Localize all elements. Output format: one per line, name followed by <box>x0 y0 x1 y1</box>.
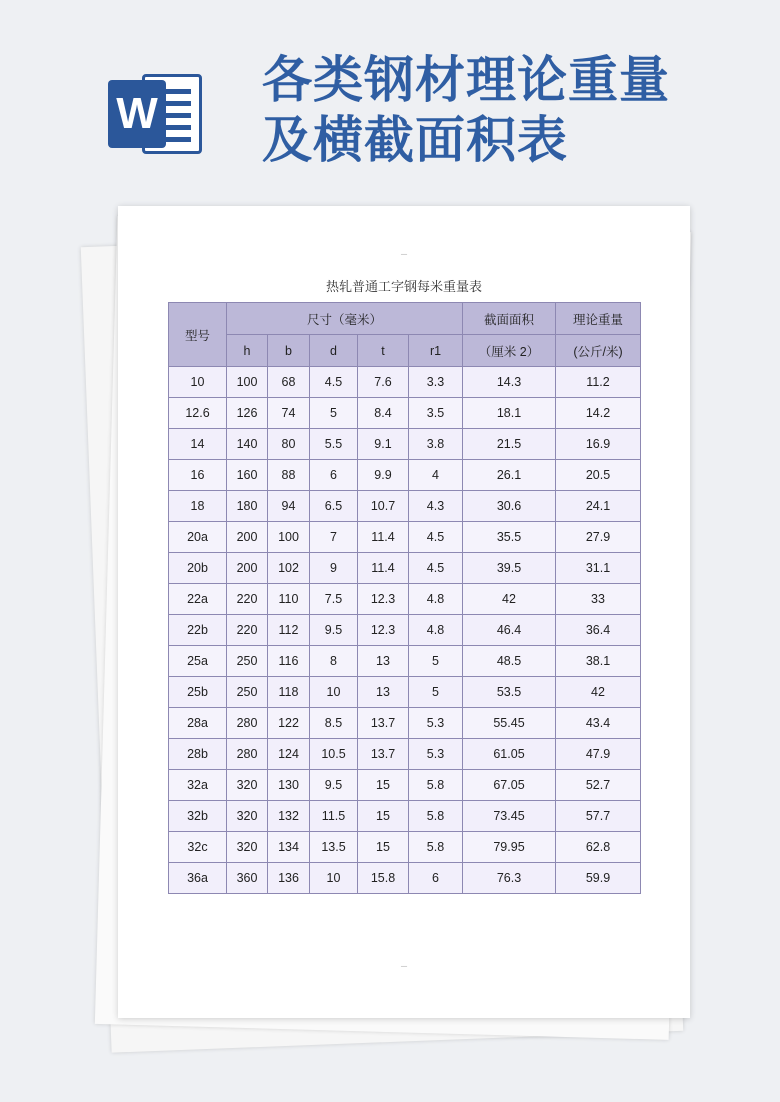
cell-model: 32c <box>169 832 227 863</box>
cell-h: 140 <box>227 429 268 460</box>
cell-r1: 4.5 <box>409 553 463 584</box>
cell-h: 200 <box>227 553 268 584</box>
cell-d: 10.5 <box>310 739 358 770</box>
cell-weight: 43.4 <box>556 708 641 739</box>
cell-weight: 47.9 <box>556 739 641 770</box>
cell-d: 9.5 <box>310 770 358 801</box>
cell-t: 12.3 <box>358 584 409 615</box>
cell-r1: 5.3 <box>409 739 463 770</box>
cell-r1: 5.8 <box>409 801 463 832</box>
header-r1: r1 <box>409 335 463 367</box>
cell-area: 48.5 <box>463 646 556 677</box>
cell-h: 360 <box>227 863 268 894</box>
cell-h: 100 <box>227 367 268 398</box>
cell-model: 22b <box>169 615 227 646</box>
cell-t: 10.7 <box>358 491 409 522</box>
cell-area: 21.5 <box>463 429 556 460</box>
cell-model: 22a <box>169 584 227 615</box>
table-row <box>169 770 641 801</box>
cell-d: 13.5 <box>310 832 358 863</box>
cell-h: 320 <box>227 770 268 801</box>
cell-h: 220 <box>227 615 268 646</box>
cell-weight: 16.9 <box>556 429 641 460</box>
cell-t: 8.4 <box>358 398 409 429</box>
table-caption: 热轧普通工字钢每米重量表 <box>325 280 482 295</box>
cell-h: 180 <box>227 491 268 522</box>
cell-d: 10 <box>310 863 358 894</box>
cell-weight: 31.1 <box>556 553 641 584</box>
cell-weight: 27.9 <box>556 522 641 553</box>
cell-b: 102 <box>268 553 310 584</box>
cell-b: 124 <box>268 739 310 770</box>
page-header-mark: ━━ <box>400 252 408 258</box>
header-size-group: 尺寸（毫米） <box>227 303 463 335</box>
cell-model: 20a <box>169 522 227 553</box>
cell-model: 14 <box>169 429 227 460</box>
cell-area: 53.5 <box>463 677 556 708</box>
cell-b: 136 <box>268 863 310 894</box>
header-b: b <box>268 335 310 367</box>
cell-weight: 62.8 <box>556 832 641 863</box>
cell-r1: 5 <box>409 646 463 677</box>
cell-weight: 24.1 <box>556 491 641 522</box>
cell-area: 73.45 <box>463 801 556 832</box>
cell-b: 80 <box>268 429 310 460</box>
cell-b: 110 <box>268 584 310 615</box>
cell-d: 5.5 <box>310 429 358 460</box>
cell-weight: 14.2 <box>556 398 641 429</box>
cell-b: 74 <box>268 398 310 429</box>
cell-model: 18 <box>169 491 227 522</box>
table-row <box>169 429 641 460</box>
cell-h: 280 <box>227 708 268 739</box>
cell-t: 13 <box>358 646 409 677</box>
table-row <box>169 491 641 522</box>
cell-r1: 4.3 <box>409 491 463 522</box>
cell-weight: 59.9 <box>556 863 641 894</box>
cell-t: 13.7 <box>358 739 409 770</box>
table-row <box>169 801 641 832</box>
cell-area: 39.5 <box>463 553 556 584</box>
cell-d: 6 <box>310 460 358 491</box>
cell-b: 112 <box>268 615 310 646</box>
cell-area: 42 <box>463 584 556 615</box>
cell-r1: 4.8 <box>409 584 463 615</box>
cell-h: 200 <box>227 522 268 553</box>
table-row <box>169 398 641 429</box>
cell-r1: 4 <box>409 460 463 491</box>
cell-model: 28a <box>169 708 227 739</box>
cell-weight: 38.1 <box>556 646 641 677</box>
cell-d: 7.5 <box>310 584 358 615</box>
cell-d: 6.5 <box>310 491 358 522</box>
cell-area: 76.3 <box>463 863 556 894</box>
table-row <box>169 677 641 708</box>
table-row <box>169 615 641 646</box>
table-row <box>169 739 641 770</box>
page-title <box>262 50 762 170</box>
table-row <box>169 863 641 894</box>
cell-weight: 20.5 <box>556 460 641 491</box>
cell-t: 9.1 <box>358 429 409 460</box>
header-weight-unit: (公斤/米) <box>556 335 641 367</box>
cell-d: 8 <box>310 646 358 677</box>
cell-weight: 36.4 <box>556 615 641 646</box>
header-d: d <box>310 335 358 367</box>
cell-d: 4.5 <box>310 367 358 398</box>
cell-t: 7.6 <box>358 367 409 398</box>
cell-r1: 5 <box>409 677 463 708</box>
cell-t: 15 <box>358 832 409 863</box>
cell-model: 25b <box>169 677 227 708</box>
table-row <box>169 584 641 615</box>
cell-d: 9 <box>310 553 358 584</box>
cell-d: 9.5 <box>310 615 358 646</box>
cell-t: 12.3 <box>358 615 409 646</box>
cell-area: 26.1 <box>463 460 556 491</box>
title-line-2: 及横截面积表 <box>262 110 568 169</box>
table-row <box>169 553 641 584</box>
header-model: 型号 <box>169 303 227 367</box>
cell-b: 88 <box>268 460 310 491</box>
cell-t: 15 <box>358 770 409 801</box>
cell-area: 30.6 <box>463 491 556 522</box>
cell-area: 61.05 <box>463 739 556 770</box>
cell-r1: 3.3 <box>409 367 463 398</box>
cell-r1: 6 <box>409 863 463 894</box>
cell-t: 11.4 <box>358 522 409 553</box>
cell-h: 250 <box>227 646 268 677</box>
cell-area: 46.4 <box>463 615 556 646</box>
cell-area: 67.05 <box>463 770 556 801</box>
cell-d: 11.5 <box>310 801 358 832</box>
cell-t: 13 <box>358 677 409 708</box>
cell-b: 94 <box>268 491 310 522</box>
cell-h: 126 <box>227 398 268 429</box>
cell-model: 20b <box>169 553 227 584</box>
cell-t: 15 <box>358 801 409 832</box>
cell-t: 11.4 <box>358 553 409 584</box>
cell-area: 79.95 <box>463 832 556 863</box>
cell-b: 132 <box>268 801 310 832</box>
table-row <box>169 522 641 553</box>
cell-model: 25a <box>169 646 227 677</box>
cell-r1: 5.8 <box>409 832 463 863</box>
cell-area: 18.1 <box>463 398 556 429</box>
cell-d: 5 <box>310 398 358 429</box>
cell-b: 122 <box>268 708 310 739</box>
cell-h: 220 <box>227 584 268 615</box>
cell-b: 100 <box>268 522 310 553</box>
cell-weight: 57.7 <box>556 801 641 832</box>
cell-b: 134 <box>268 832 310 863</box>
cell-model: 36a <box>169 863 227 894</box>
cell-t: 15.8 <box>358 863 409 894</box>
cell-model: 32a <box>169 770 227 801</box>
title-line-1: 各类钢材理论重量 <box>262 50 670 109</box>
cell-r1: 3.8 <box>409 429 463 460</box>
header-weight: 理论重量 <box>556 303 641 335</box>
cell-h: 250 <box>227 677 268 708</box>
cell-t: 13.7 <box>358 708 409 739</box>
word-letter-icon: W <box>108 80 166 148</box>
table-row <box>169 832 641 863</box>
table-row <box>169 367 641 398</box>
steel-weight-table <box>168 302 641 894</box>
cell-h: 160 <box>227 460 268 491</box>
table-row <box>169 708 641 739</box>
cell-d: 7 <box>310 522 358 553</box>
cell-r1: 5.3 <box>409 708 463 739</box>
cell-b: 116 <box>268 646 310 677</box>
table-row <box>169 460 641 491</box>
cell-model: 32b <box>169 801 227 832</box>
cell-h: 320 <box>227 801 268 832</box>
cell-model: 10 <box>169 367 227 398</box>
cell-h: 280 <box>227 739 268 770</box>
header-area-unit: （厘米 2） <box>463 335 556 367</box>
cell-weight: 42 <box>556 677 641 708</box>
cell-weight: 52.7 <box>556 770 641 801</box>
header-h: h <box>227 335 268 367</box>
cell-weight: 33 <box>556 584 641 615</box>
document-page <box>118 206 690 1018</box>
cell-weight: 11.2 <box>556 367 641 398</box>
cell-r1: 5.8 <box>409 770 463 801</box>
cell-model: 16 <box>169 460 227 491</box>
cell-r1: 4.8 <box>409 615 463 646</box>
header-t: t <box>358 335 409 367</box>
cell-t: 9.9 <box>358 460 409 491</box>
cell-area: 14.3 <box>463 367 556 398</box>
table-row <box>169 646 641 677</box>
cell-d: 10 <box>310 677 358 708</box>
cell-h: 320 <box>227 832 268 863</box>
cell-d: 8.5 <box>310 708 358 739</box>
word-app-icon <box>108 66 208 162</box>
cell-b: 68 <box>268 367 310 398</box>
cell-model: 28b <box>169 739 227 770</box>
page-footer-mark: ━━ <box>400 964 408 970</box>
header-area: 截面面积 <box>463 303 556 335</box>
cell-area: 55.45 <box>463 708 556 739</box>
cell-area: 35.5 <box>463 522 556 553</box>
cell-b: 130 <box>268 770 310 801</box>
cell-r1: 4.5 <box>409 522 463 553</box>
cell-model: 12.6 <box>169 398 227 429</box>
cell-b: 118 <box>268 677 310 708</box>
cell-r1: 3.5 <box>409 398 463 429</box>
